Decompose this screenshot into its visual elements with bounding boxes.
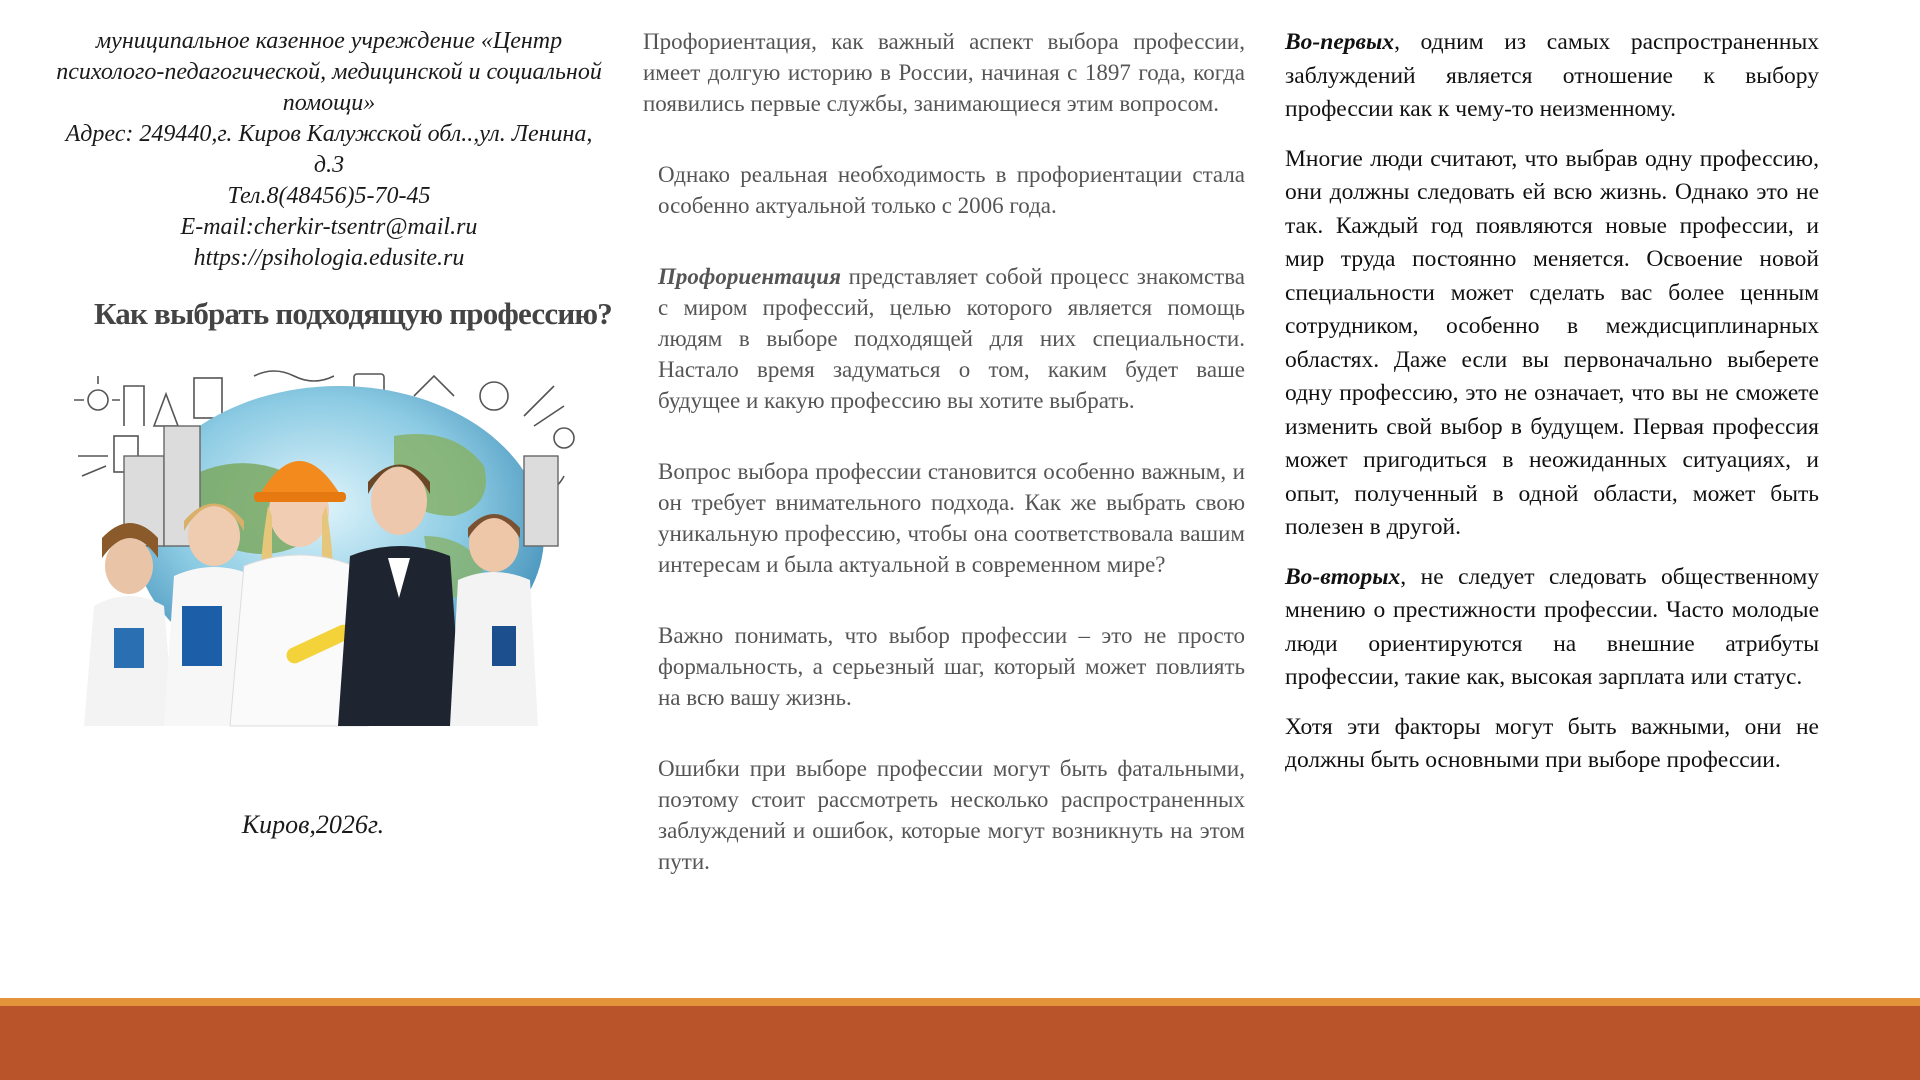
paragraph-importance: Важно понимать, что выбор профессии – это не просто формальность, а серьезный шаг, который может повлиять на всю вашу жизнь.: [658, 623, 1245, 710]
org-name-line-1: муниципальное казенное учреждение «Центр: [95, 28, 563, 54]
organization-header: [28, 26, 630, 274]
children-professions-illustration: [54, 366, 600, 742]
paragraph-mistakes: Ошибки при выборе профессии могут быть фатальными, поэтому стоит рассмотреть несколько распространенных заблуждений и ошибок, которые могут возникнуть на этом пути.: [658, 756, 1245, 874]
right-panel: [1285, 26, 1819, 794]
email-address: E-mail:cherkir-tsentr@mail.ru: [180, 214, 478, 240]
page-title: Как выбрать подходящую профессию?: [94, 296, 612, 331]
paragraph-question: Вопрос выбора профессии становится особенно важным, и он требует внимательного подхода. Как же выбрать свою уникальную профессию, чтобы она соответствовала вашим интересам и была актуальной в современном мире?: [658, 459, 1245, 577]
paragraph-first-point: [1285, 26, 1819, 127]
address-line-2: д.3: [313, 152, 345, 178]
left-panel: [28, 26, 630, 332]
paragraph-second-point: [1285, 561, 1819, 695]
org-name-line-2: психолого-педагогической, медицинской и социальной: [56, 59, 602, 85]
paragraph-history: Профориентация, как важный аспект выбора профессии, имеет долгую историю в России, начиная с 1897 года, когда появились первые службы, занимающиеся этим вопросом.: [643, 29, 1245, 116]
middle-panel: [643, 26, 1245, 877]
footer-bar: [0, 1006, 1920, 1080]
paragraph-necessity: Однако реальная необходимость в профориентации стала особенно актуальной только с 2006 года.: [658, 162, 1245, 218]
footer-accent-line: [0, 998, 1920, 1006]
definition-rest: представляет собой процесс знакомства с миром профессий, целью которого является помощь людям в выборе подходящей для них специальности. Настало время задуматься о том, каким будет ваше будущее и какую профессию вы хотите выбрать.: [658, 264, 1245, 413]
org-name-line-3: помощи»: [282, 90, 376, 116]
city-year: Киров,2026г.: [241, 810, 385, 839]
website-url: https://psihologia.edusite.ru: [193, 245, 465, 271]
second-point-lead: Во-вторых: [1285, 563, 1401, 590]
paragraph-definition: [643, 261, 1245, 416]
address-line-1: Адрес: 249440,г. Киров Калужской обл..,ул. Ленина,: [65, 121, 593, 147]
first-point-rest: , одним из самых распространенных заблуждений является отношение к выбору профессии как к чему-то неизменному.: [1285, 29, 1819, 122]
paragraph-factors: Хотя эти факторы могут быть важными, они не должны быть основными при выборе профессии.: [1285, 713, 1819, 773]
definition-lead: Профориентация: [658, 264, 841, 289]
first-point-lead: Во-первых: [1285, 29, 1395, 55]
second-point-rest: , не следует следовать общественному мнению о престижности профессии. Часто молодые люди ориентируются на внешние атрибуты профессии, такие как, высокая зарплата или статус.: [1285, 563, 1819, 690]
phone-number: Тел.8(48456)5-70-45: [227, 183, 431, 209]
paragraph-career-change: Многие люди считают, что выбрав одну профессию, они должны следовать ей всю жизнь. Однако это не так. Каждый год появляются новые профессии, и мир труда постоянно меняется. Освоение новой специальности может сделать вас более ценным сотрудником, особенно в междисциплинарных областях. Даже если вы первоначально выберете одну профессию, это не означает, что вы не сможете изменить свой выбор в будущем. Первая профессия может пригодиться в неожиданных ситуациях, и опыт, полученный в одной области, может быть полезен в другой.: [1285, 145, 1819, 540]
